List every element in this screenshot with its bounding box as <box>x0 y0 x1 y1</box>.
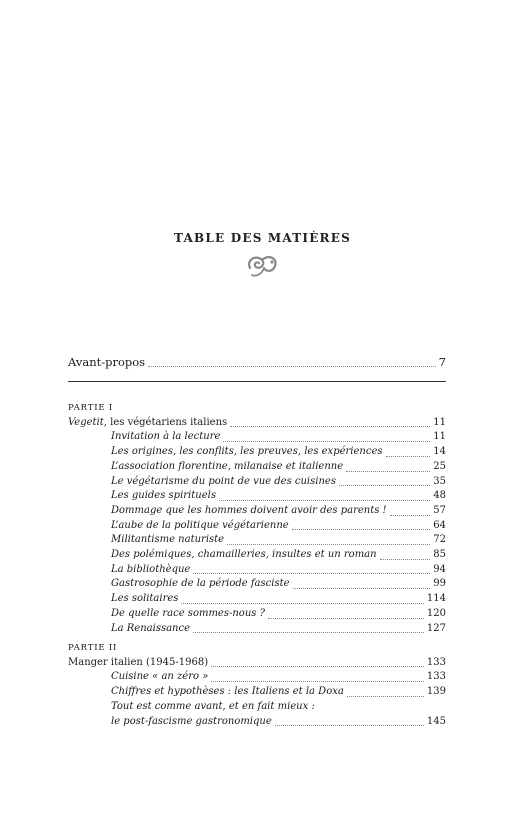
dot-leader <box>211 681 424 682</box>
toc-entry-label: Militantisme naturiste <box>111 534 225 546</box>
toc-entry-page: 133 <box>426 671 446 683</box>
toc-entry-page: 94 <box>433 563 446 575</box>
toc-entry[interactable] <box>68 430 446 445</box>
toc-entry[interactable] <box>68 519 446 534</box>
fleuron-ornament-icon <box>242 250 282 280</box>
dot-leader <box>292 529 431 530</box>
toc-entry[interactable] <box>68 622 446 637</box>
part-1-entry-list <box>68 430 446 636</box>
toc-entry-page: 145 <box>426 715 446 727</box>
toc-entry-label: Dommage que les hommes doivent avoir des parents ! <box>111 504 387 516</box>
toc-entry-page: 72 <box>433 534 446 546</box>
toc-entry-label: Les guides spirituels <box>111 490 216 502</box>
toc-entry-avant-propos[interactable] <box>68 355 446 370</box>
part-2-label: PARTIE II <box>68 643 118 653</box>
toc-entry[interactable] <box>68 563 446 578</box>
toc-entry-page: 14 <box>433 446 446 458</box>
toc-entry-label: De quelle race sommes-nous ? <box>111 607 265 619</box>
toc-entry-page: 35 <box>433 475 446 487</box>
toc-entry-label: Tout est comme avant, et en fait mieux : <box>111 700 315 712</box>
toc-entry-label: Les origines, les conflits, les preuves, les expériences <box>111 446 383 458</box>
toc-entry[interactable] <box>68 445 446 460</box>
dot-leader <box>380 559 431 560</box>
section-rule <box>68 381 446 382</box>
dot-leader <box>181 603 423 604</box>
dot-leader <box>386 456 431 457</box>
toc-entry[interactable] <box>68 592 446 607</box>
toc-entry-label: La Renaissance <box>111 622 191 634</box>
toc-entry-label: L’aube de la politique végétarienne <box>111 519 289 531</box>
toc-entry-page: 114 <box>426 593 446 605</box>
toc-entry-page: 7 <box>438 355 446 369</box>
toc-entry[interactable] <box>68 533 446 548</box>
toc-entry-page: 99 <box>433 578 446 590</box>
dot-leader <box>219 500 430 501</box>
toc-entry[interactable] <box>68 670 446 685</box>
toc-entry-label: Les solitaires <box>111 593 179 605</box>
toc-entry-label: Cuisine « an zéro » <box>111 671 209 683</box>
toc-part-2-section <box>68 641 446 729</box>
toc-entry-label: La bibliothèque <box>111 563 191 575</box>
toc-entry[interactable] <box>68 489 446 504</box>
page-title: TABLE DES MATIÈRES <box>174 231 351 245</box>
toc-entry[interactable] <box>68 685 446 700</box>
toc-entry-part-1-heading[interactable] <box>68 416 446 431</box>
toc-entry-label-line[interactable] <box>68 700 446 715</box>
toc-part-1-section <box>68 401 446 636</box>
toc-entry-label: Gastrosophie de la période fasciste <box>111 578 290 590</box>
toc-entry-page: 120 <box>426 607 446 619</box>
dot-leader <box>268 618 424 619</box>
dot-leader <box>148 366 436 367</box>
dot-leader <box>193 573 430 574</box>
dot-leader <box>193 632 424 633</box>
toc-entry-label: Avant-propos <box>68 355 146 369</box>
dot-leader <box>275 725 424 726</box>
toc-entry-page: 139 <box>426 686 446 698</box>
toc-entry-label: Le végétarisme du point de vue des cuisines <box>111 475 336 487</box>
dot-leader <box>211 666 424 667</box>
toc-entry[interactable] <box>68 577 446 592</box>
toc-entry-page: 85 <box>433 549 446 561</box>
toc-entry-label: Des polémiques, chamailleries, insultes et un roman <box>111 549 377 561</box>
toc-entry-part-2-heading[interactable] <box>68 656 446 671</box>
toc-entry-page: 133 <box>426 656 446 668</box>
dot-leader <box>347 696 424 697</box>
toc-entry[interactable] <box>68 715 446 730</box>
part-1-label: PARTIE I <box>68 403 114 413</box>
toc-entry-page: 127 <box>426 622 446 634</box>
toc-entry-label: le post-fascisme gastronomique <box>111 715 272 727</box>
toc-entry-page: 48 <box>433 490 446 502</box>
toc-entry-label: Manger italien (1945-1968) <box>68 656 209 668</box>
toc-entry[interactable] <box>68 504 446 519</box>
dot-leader <box>339 485 430 486</box>
toc-entry[interactable] <box>68 548 446 563</box>
toc-entry-page: 64 <box>433 519 446 531</box>
dot-leader <box>346 471 430 472</box>
toc-entry-label: Chiffres et hypothèses : les Italiens et la Doxa <box>111 686 344 698</box>
toc-entry-page: 57 <box>433 504 446 516</box>
toc-entry-page: 25 <box>433 460 446 472</box>
toc-avant-propos-section <box>68 355 446 370</box>
toc-entry[interactable] <box>68 607 446 622</box>
heading-rest: , les végétariens italiens <box>103 416 228 428</box>
toc-entry-label <box>68 416 227 431</box>
toc-entry-label: L’association florentine, milanaise et italienne <box>111 460 344 472</box>
toc-entry-page: 11 <box>433 416 446 428</box>
heading-italic-word: Vegetit <box>68 416 104 428</box>
dot-leader <box>223 441 430 442</box>
toc-entry[interactable] <box>68 475 446 490</box>
dot-leader <box>293 588 431 589</box>
dot-leader <box>390 515 431 516</box>
toc-entry-label: Invitation à la lecture <box>111 431 221 443</box>
toc-entry-page: 11 <box>433 431 446 443</box>
toc-entry[interactable] <box>68 460 446 475</box>
dot-leader <box>230 426 430 427</box>
part-2-entry-list <box>68 670 446 699</box>
dot-leader <box>227 544 430 545</box>
